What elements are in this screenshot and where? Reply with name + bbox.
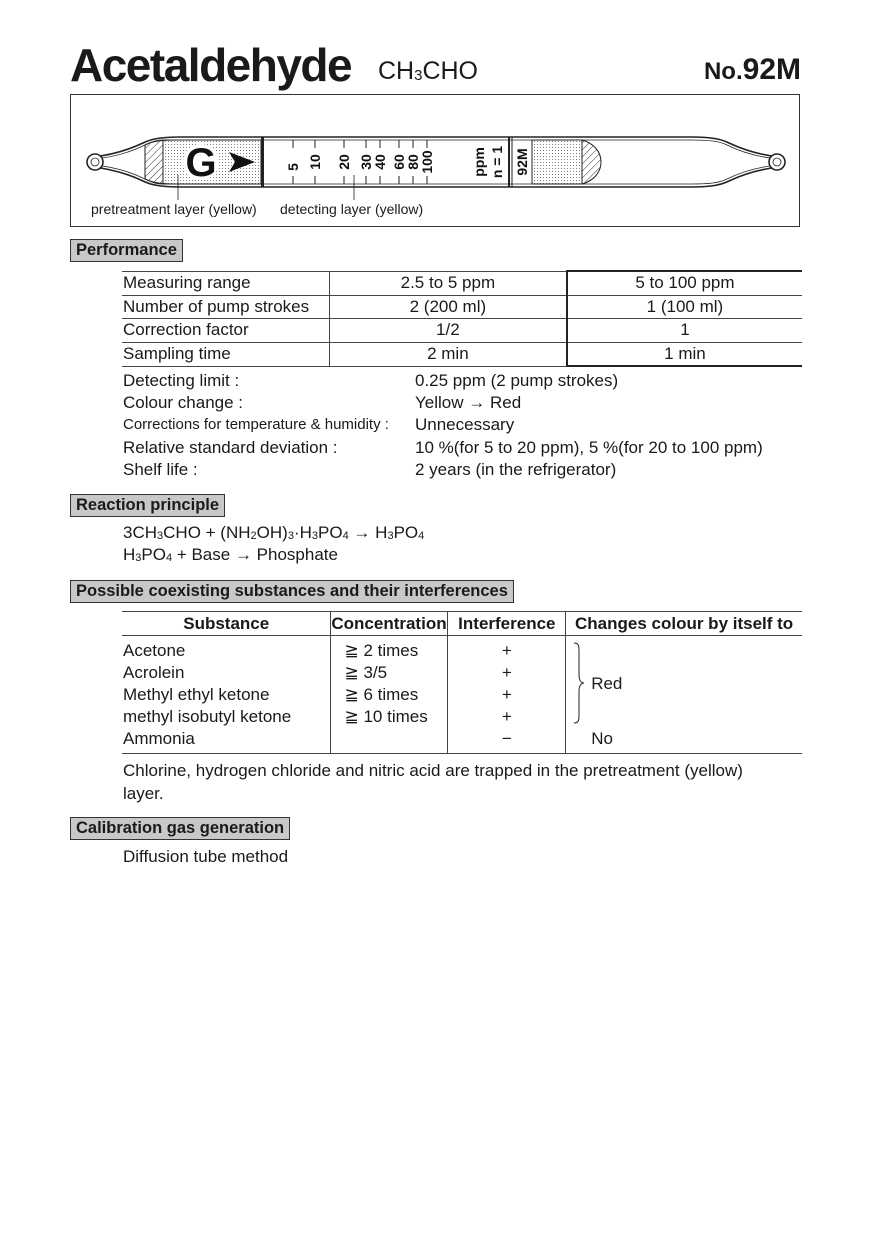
table-row [122, 271, 802, 295]
reaction-heading: Reaction principle [70, 494, 225, 517]
scale-mark: 20 [336, 154, 352, 170]
unit-label: ppm [471, 147, 487, 177]
row-value: 1 [567, 319, 802, 343]
row-value: 2 min [329, 342, 567, 366]
substance-name: Methyl ethyl ketone [123, 685, 270, 704]
note-text: layer. [123, 784, 164, 803]
column-header: Interference [448, 612, 566, 636]
colour-value: No [591, 729, 613, 748]
table-row [122, 319, 802, 343]
substance-cell [122, 636, 330, 754]
concentration-value [331, 728, 448, 750]
interference-sign: + [501, 685, 512, 704]
table-header-row [122, 612, 802, 636]
property-value: 0.25 ppm (2 pump strokes) [415, 371, 619, 390]
scale-mark: 80 [405, 154, 421, 170]
concentration-value: ≧ 6 times [344, 685, 419, 704]
scale-mark: 60 [391, 154, 407, 170]
product-number: No.92M [703, 53, 801, 86]
row-label: Correction factor [122, 319, 329, 343]
chemical-formula: $CH_3CHO$ [378, 57, 479, 85]
row-value: 2.5 to 5 ppm [329, 271, 567, 295]
row-label: Number of pump strokes [122, 295, 329, 319]
row-value: 2 (200 ml) [329, 295, 567, 319]
concentration-value: ≧ 2 times [344, 641, 419, 660]
property-label: Relative standard deviation : [123, 438, 338, 457]
property-value: 10 %(for 5 to 20 ppm), 5 %(for 20 to 100 ppm) [415, 438, 763, 457]
scale-mark: 100 [419, 150, 435, 174]
detecting-label: detecting layer (yellow) [280, 201, 424, 217]
pretreatment-label: pretreatment layer (yellow) [91, 201, 257, 217]
scale-mark: 10 [307, 154, 323, 170]
property-label: Corrections for temperature & humidity : [123, 416, 389, 433]
strokes-label: n = 1 [489, 145, 505, 179]
property-label: Shelf life : [123, 460, 198, 479]
property-value: Yellow → Red [415, 393, 522, 412]
row-value: 1 (100 ml) [567, 295, 802, 319]
interference-sign: − [501, 729, 512, 748]
scale-mark: 30 [358, 154, 374, 170]
concentration-value: ≧ 3/5 [344, 663, 388, 682]
coexisting-heading: Possible coexisting substances and their interferences [70, 580, 514, 603]
note-text: Chlorine, hydrogen chloride and nitric acid are trapped in the pretreatment (yellow) [123, 761, 743, 780]
row-value: 1 min [567, 342, 802, 366]
substance-name: Acrolein [123, 663, 185, 682]
tube-diagram [70, 94, 800, 227]
interference-sign: + [501, 707, 512, 726]
property-value: 2 years (in the refrigerator) [415, 460, 617, 479]
concentration-cell [330, 636, 448, 754]
calibration-method: Diffusion tube method [123, 847, 289, 866]
calibration-heading: Calibration gas generation [70, 817, 290, 840]
colour-change-cell [566, 636, 802, 754]
colour-value: Red [591, 674, 623, 693]
row-label: Measuring range [122, 271, 329, 295]
table-row [122, 295, 802, 319]
performance-table [122, 270, 802, 367]
reaction-equation-1: $3CH_3CHO + (NH_2OH)_3\cdot H_3PO_4 \to H_3PO_4$ [123, 523, 425, 542]
interference-sign: + [501, 663, 512, 682]
interference-sign: + [501, 641, 512, 660]
reaction-equation-2: $H_3PO_4$ + Base → Phosphate [123, 545, 338, 564]
column-header: Concentration [330, 612, 448, 636]
property-value: Unnecessary [415, 415, 515, 434]
row-label: Sampling time [122, 342, 329, 366]
interference-table [122, 611, 802, 754]
substance-name: Acetone [123, 641, 186, 660]
svg-text:G: G [185, 141, 217, 185]
brace-icon [572, 642, 586, 724]
substance-name: methyl isobutyl ketone [123, 707, 292, 726]
row-value: 5 to 100 ppm [567, 271, 802, 295]
table-row [122, 342, 802, 366]
row-value: 1/2 [329, 319, 567, 343]
property-label: Detecting limit : [123, 371, 240, 390]
column-header: Changes colour by itself to [566, 612, 802, 636]
concentration-value: ≧ 10 times [344, 707, 428, 726]
property-label: Colour change : [123, 393, 244, 412]
table-row [122, 636, 802, 754]
interference-cell [448, 636, 566, 754]
performance-heading: Performance [70, 239, 183, 262]
scale-mark: 40 [372, 154, 388, 170]
reserve-layer [532, 140, 582, 184]
page-title: Acetaldehyde [70, 39, 352, 91]
model-label: 92M [514, 148, 530, 176]
scale-mark: 5 [285, 163, 301, 171]
column-header: Substance [122, 612, 330, 636]
substance-name: Ammonia [123, 729, 195, 748]
